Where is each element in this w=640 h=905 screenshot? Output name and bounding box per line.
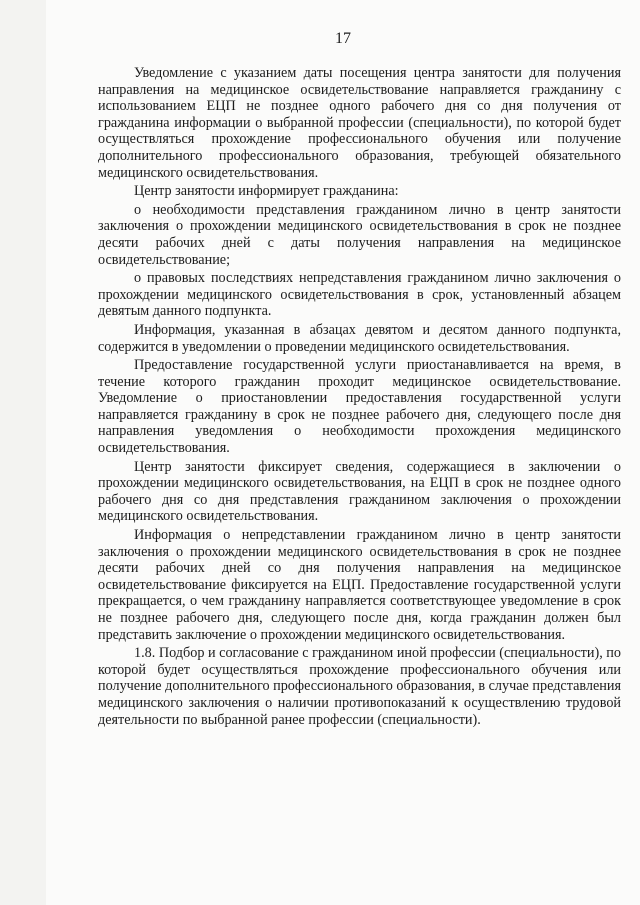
- paragraph: Предоставление государственной услуги приостанавливается на время, в течение которого гражданин проходит медицинское освидетельствование. Уведомление о приостановлении предоставления государственной услуги направляется гражданину в срок не позднее рабочего дня, следующего после дня направления уведомления о необходимости прохождения медицинского освидетельствования.: [98, 357, 621, 457]
- list-item: о правовых последствиях непредставления гражданином лично заключения о прохождении медицинского освидетельствования в срок, установленный абзацем девятым данного подпункта.: [98, 270, 621, 320]
- page-number: 17: [335, 30, 351, 47]
- document-page: [46, 0, 640, 905]
- list-item: о необходимости представления гражданином лично в центр занятости заключения о прохождении медицинского освидетельствования в срок не позднее десяти рабочих дней с даты получения направления на медицинское освидетельствование;: [98, 201, 621, 268]
- document-body: [98, 65, 621, 730]
- paragraph: Информация о непредставлении гражданином лично в центр занятости заключения о прохождении медицинского освидетельствования в срок не позднее десяти рабочих дней со дня получения направления на медицинское освидетельствование фиксируется на ЕЦП. Предоставление государственной услуги прекращается, о чем гражданину направляется соответствующее уведомление в срок не позднее рабочего дня, следующего после дня, когда гражданин должен был представить заключение о прохождении медицинского освидетельствования.: [98, 527, 621, 643]
- section-item: 1.8. Подбор и согласование с гражданином иной профессии (специальности), по которой будет осуществляться прохождение профессионального обучения или получение дополнительного профессионального образования, в случае представления медицинского заключения о наличии противопоказаний к осуществлению трудовой деятельности по выбранной ранее профессии (специальности).: [98, 645, 621, 728]
- paragraph: Информация, указанная в абзацах девятом и десятом данного подпункта, содержится в уведомлении о проведении медицинского освидетельствования.: [98, 321, 621, 355]
- paragraph: Уведомление с указанием даты посещения центра занятости для получения направления на медицинское освидетельствование направляется гражданину с использованием ЕЦП не позднее одного рабочего дня со дня получения от гражданина информации о выбранной профессии (специальности), по которой будет осуществляться прохождение профессионального обучения или получение дополнительного профессионального образования, требующей обязательного медицинского освидетельствования.: [98, 65, 621, 181]
- paragraph: Центр занятости информирует гражданина:: [134, 183, 399, 200]
- paragraph: Центр занятости фиксирует сведения, содержащиеся в заключении о прохождении медицинского освидетельствования, на ЕЦП в срок не позднее одного рабочего дня со дня представления гражданином заключения о прохождении медицинского освидетельствования.: [98, 458, 621, 525]
